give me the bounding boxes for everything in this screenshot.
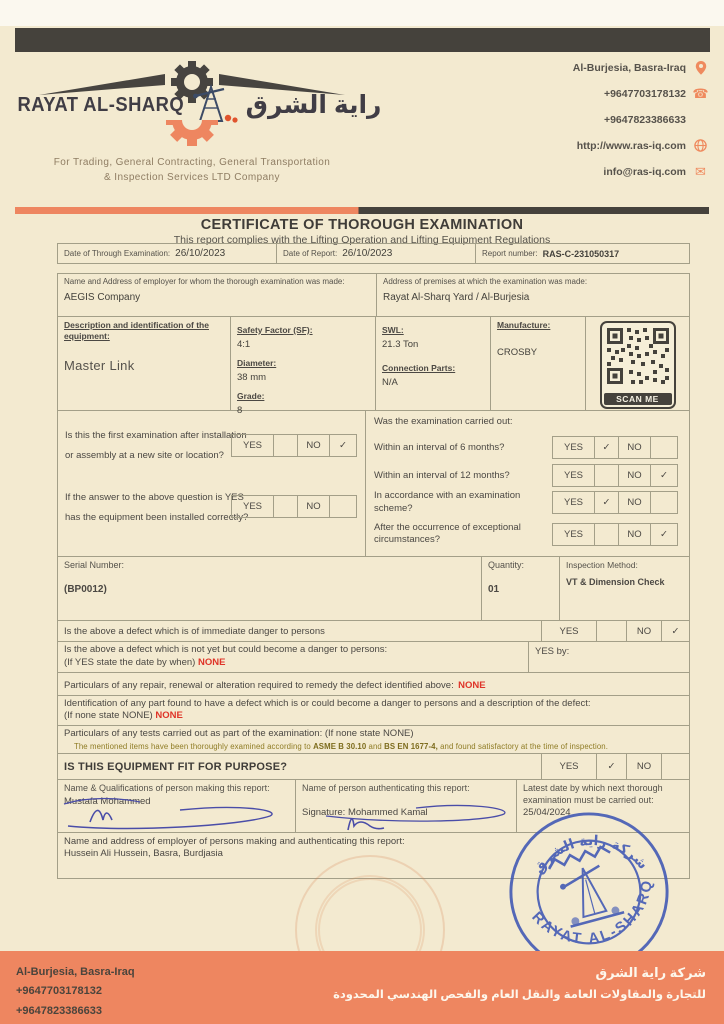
certificate-title: CERTIFICATE OF THOROUGH EXAMINATION xyxy=(200,217,524,233)
exam-date-value: 26/10/2023 xyxy=(175,248,226,259)
question-6-months-text: Within an interval of 6 months? xyxy=(374,441,505,453)
tests-row xyxy=(58,726,689,754)
inspection-method-cell xyxy=(560,557,689,620)
swl-label: SWL: xyxy=(382,325,404,335)
premises-value: Rayat Al-Sharq Yard / Al-Burjesia xyxy=(383,292,530,304)
yes-checkbox[interactable] xyxy=(596,621,626,641)
report-maker-label: Name & Qualifications of person making this report: xyxy=(64,783,270,794)
serial-number-value: (BP0012) xyxy=(64,583,107,595)
no-checkbox[interactable]: ✓ xyxy=(661,621,689,641)
swl-value: 21.3 Ton xyxy=(382,339,419,350)
tests-note-standard2: BS EN 1677-4, xyxy=(384,742,438,752)
equipment-description-label: Description and identification of the equipment: xyxy=(64,320,209,342)
report-date-cell xyxy=(277,244,476,263)
manufacture-value: CROSBY xyxy=(497,347,538,359)
svg-text:RAYAT AL-SHARQ xyxy=(525,874,669,963)
next-exam-date: 25/04/2024 xyxy=(523,807,571,819)
employer-value: AEGIS Company xyxy=(64,292,141,304)
yes-label: YES xyxy=(541,754,596,779)
connection-parts-value: N/A xyxy=(382,377,398,388)
question-6-months-grid xyxy=(552,436,678,459)
yes-checkbox[interactable] xyxy=(274,496,298,517)
qr-code xyxy=(600,321,676,409)
footer-arabic-block xyxy=(333,951,724,1024)
tests-note-part3: and found satisfactory at the time of inspection. xyxy=(437,742,608,752)
contact-address-text: Al-Burjesia, Basra-Iraq xyxy=(572,61,686,74)
question-6-months xyxy=(372,436,683,459)
employer-of-persons-label: Name and address of employer of persons making and authenticating this report: xyxy=(64,836,405,848)
stamp-latin-text: RAYAT AL-SHARQ xyxy=(528,877,657,948)
header xyxy=(0,54,724,206)
stamp-arabic-text: شركة راية الشرق xyxy=(530,833,651,878)
employer-of-persons-value: Hussein Ali Hussein, Basra, Burdjasia xyxy=(64,848,223,860)
tagline-line2: & Inspection Services LTD Company xyxy=(104,171,280,183)
signatures-row xyxy=(58,780,689,833)
yes-checkbox[interactable] xyxy=(595,465,619,486)
repair-answer: NONE xyxy=(458,679,486,691)
footer-arabic-line2: للتجارة والمقاولات العامة والنقل العام والفحص الهندسي المحدودة xyxy=(333,989,706,1001)
footer-arabic-line1: شركة راية الشرق xyxy=(595,965,706,980)
yes-checkbox[interactable]: ✓ xyxy=(596,754,626,779)
scan-top-margin xyxy=(0,0,724,26)
tests-note-part2: and xyxy=(366,742,385,752)
safety-factor-label: Safety Factor (SF): xyxy=(237,325,313,335)
identification-answer: NONE xyxy=(155,710,183,722)
serial-number-cell xyxy=(58,557,482,620)
report-authenticator-label: Name of person authenticating this report: xyxy=(302,783,470,794)
contact-phone2-text: +9647823386633 xyxy=(603,113,686,126)
could-become-danger-text-cell xyxy=(58,642,529,672)
question-exceptional-grid xyxy=(552,523,678,546)
company-name-arabic: راية الشرق xyxy=(245,91,382,119)
identification-line2 xyxy=(64,710,683,723)
certificate-table xyxy=(57,273,690,879)
could-become-line2 xyxy=(64,657,522,670)
no-label: NO xyxy=(619,465,651,486)
no-label: NO xyxy=(298,435,330,456)
report-date-value: 26/10/2023 xyxy=(342,248,393,259)
no-label: NO xyxy=(619,524,651,545)
no-checkbox[interactable]: ✓ xyxy=(660,470,668,482)
fit-for-purpose-row xyxy=(58,754,689,780)
yes-label: YES xyxy=(541,621,596,641)
question-first-exam-text: Is this the first examination after installation or assembly at a new site or location? xyxy=(65,430,247,461)
diameter-value: 38 mm xyxy=(237,372,267,383)
yes-label: YES xyxy=(232,435,274,456)
exam-date-cell xyxy=(58,244,277,263)
footer-contact-block xyxy=(0,951,135,1024)
top-dark-bar xyxy=(15,28,710,52)
blank-icon-slot xyxy=(693,112,708,127)
contact-email[interactable] xyxy=(498,164,708,179)
identification-line2-prefix: (If none state NONE) xyxy=(64,710,153,722)
no-label: NO xyxy=(626,621,661,641)
globe-icon xyxy=(693,138,708,153)
question-exceptional xyxy=(372,522,683,547)
premises-label: Address of premises at which the examination was made: xyxy=(383,277,588,286)
yes-label: YES xyxy=(232,496,274,517)
gear-bottom-icon xyxy=(127,120,257,148)
yes-by-cell xyxy=(529,642,689,672)
grade-value: 8 xyxy=(237,405,243,416)
manufacture-cell xyxy=(491,317,586,410)
contact-phone2 xyxy=(498,112,708,127)
inspection-method-value: VT & Dimension Check xyxy=(566,577,665,588)
report-date-label: Date of Report: xyxy=(283,249,338,258)
questions-right-cell xyxy=(366,411,689,556)
footer-phone1: +9647703178132 xyxy=(16,985,102,998)
report-maker-cell xyxy=(58,780,296,832)
company-tagline xyxy=(54,156,330,185)
question-exceptional-text: After the occurrence of exceptional circumstances? xyxy=(374,522,521,546)
footer xyxy=(0,951,724,1024)
yes-checkbox[interactable]: ✓ xyxy=(595,437,619,458)
equipment-description-cell xyxy=(58,317,231,410)
title-block xyxy=(0,217,724,246)
tagline-line1: For Trading, General Contracting, General Transportation xyxy=(53,157,331,168)
contact-phone1 xyxy=(498,86,708,101)
report-maker-name: Mustafa Mohammed xyxy=(64,795,151,807)
footer-address: Al-Burjesia, Basra-Iraq xyxy=(16,966,135,978)
question-exam-scheme xyxy=(372,490,683,515)
serial-number-label: Serial Number: xyxy=(64,560,125,570)
yes-checkbox[interactable] xyxy=(274,435,298,456)
diameter-label: Diameter: xyxy=(237,358,277,368)
no-checkbox[interactable] xyxy=(661,754,689,779)
could-become-line1: Is the above a defect which is not yet but could become a danger to persons: xyxy=(64,644,388,655)
no-label: NO xyxy=(626,754,661,779)
contact-address xyxy=(498,60,708,75)
question-first-exam xyxy=(65,425,250,464)
yes-label: YES xyxy=(553,437,595,458)
exam-date-label: Date of Through Examination: xyxy=(64,249,171,258)
question-installed-correctly-text: If the answer to the above question is YES has the equipment been installed correctly? xyxy=(65,492,249,523)
question-first-exam-grid xyxy=(231,434,357,457)
tests-text: Particulars of any tests carried out as part of the examination: (If none state NONE) xyxy=(64,728,414,740)
contact-website-text[interactable]: http://www.ras-iq.com xyxy=(576,139,686,152)
grade-label: Grade: xyxy=(237,391,265,401)
scan-me-label: SCAN ME xyxy=(604,393,672,405)
tests-note-part1: The mentioned items have been thoroughly examined according to xyxy=(74,742,314,752)
next-exam-cell xyxy=(517,780,689,832)
could-become-answer: NONE xyxy=(197,656,226,668)
question-exam-scheme-text: In accordance with an examination scheme? xyxy=(374,490,521,514)
inspection-method-label: Inspection Method: xyxy=(566,560,638,570)
contact-phone1-text: +9647703178132 xyxy=(603,87,686,100)
no-label: NO xyxy=(619,437,651,458)
identification-row xyxy=(58,696,689,727)
no-checkbox[interactable]: ✓ xyxy=(339,440,347,451)
footer-phone2: +9647823386633 xyxy=(16,1004,102,1017)
could-become-line2-prefix: (If YES state the date by when) xyxy=(64,656,196,668)
no-checkbox[interactable] xyxy=(651,437,677,458)
no-checkbox[interactable] xyxy=(330,496,356,517)
question-installed-correctly xyxy=(65,487,250,526)
fit-for-purpose-question: IS THIS EQUIPMENT FIT FOR PURPOSE? xyxy=(64,760,288,773)
employer-label: Name and Address of employer for whom the thorough examination was made: xyxy=(64,277,345,286)
identification-line1: Identification of any part found to have a defect which is or could become a danger to persons and a description of the defect: xyxy=(64,697,591,709)
parties-row xyxy=(58,274,689,317)
swl-cell xyxy=(376,317,491,410)
equipment-description-value: Master Link xyxy=(64,358,135,374)
quantity-cell xyxy=(482,557,560,620)
fit-for-purpose-grid xyxy=(541,754,689,779)
date-strip xyxy=(57,243,690,264)
equipment-row xyxy=(58,317,689,416)
safety-factor-value: 4:1 xyxy=(237,339,251,350)
premises-cell xyxy=(377,274,689,316)
no-label: NO xyxy=(298,496,330,517)
yes-label: YES xyxy=(553,524,595,545)
envelope-icon: ✉ xyxy=(695,163,706,179)
report-number-cell xyxy=(476,244,689,263)
employer-cell xyxy=(58,274,377,316)
report-authenticator-value: Signature: Mohammed Kamal xyxy=(302,806,428,818)
quantity-label: Quantity: xyxy=(488,560,525,570)
repair-text: Particulars of any repair, renewal or alteration required to remedy the defect identified above: xyxy=(64,679,454,691)
question-12-months-grid xyxy=(552,464,678,487)
no-label: NO xyxy=(619,492,651,513)
question-installed-correctly-grid xyxy=(231,495,357,518)
report-authenticator-cell xyxy=(296,780,517,832)
location-pin-icon xyxy=(693,60,708,75)
connection-parts-label: Connection Parts: xyxy=(382,363,456,373)
safety-factor-cell xyxy=(231,317,376,416)
manufacture-label: Manufacture: xyxy=(497,320,551,330)
immediate-danger-row xyxy=(58,621,689,642)
certificate-subtitle: This report complies with the Lifting Operation and Lifting Equipment Regulations xyxy=(173,234,551,246)
phone-icon: ☎ xyxy=(692,85,709,101)
contact-email-text[interactable]: info@ras-iq.com xyxy=(603,165,686,178)
company-name-latin: RAYAT AL-SHARQ xyxy=(17,93,184,116)
qr-pattern-icon xyxy=(605,326,671,386)
no-checkbox[interactable]: ✓ xyxy=(660,528,668,540)
could-become-danger-row xyxy=(58,642,689,673)
next-exam-label: Latest date by which next thorough examination must be carried out: xyxy=(523,783,663,805)
tests-note xyxy=(64,742,683,751)
yes-label: YES xyxy=(553,465,595,486)
questions-left-cell xyxy=(58,411,366,556)
quantity-value: 01 xyxy=(488,583,500,595)
yes-label: YES xyxy=(553,492,595,513)
immediate-danger-grid xyxy=(541,621,689,641)
serial-row xyxy=(58,557,689,621)
questions-row xyxy=(58,411,689,557)
repair-row xyxy=(58,673,689,696)
no-checkbox[interactable] xyxy=(651,492,677,513)
carried-out-heading: Was the examination carried out: xyxy=(374,416,513,427)
question-12-months xyxy=(372,464,683,487)
yes-checkbox[interactable]: ✓ xyxy=(595,492,619,513)
tests-note-standard1: ASME B 30.10 xyxy=(313,742,367,752)
yes-by-label: YES by: xyxy=(535,646,570,657)
question-12-months-text: Within an interval of 12 months? xyxy=(374,469,510,481)
qr-cell xyxy=(586,317,689,410)
employer-of-persons-row xyxy=(58,833,689,878)
yes-checkbox[interactable] xyxy=(595,524,619,545)
report-number-label: Report number: xyxy=(482,249,538,258)
immediate-danger-text: Is the above a defect which is of immediate danger to persons xyxy=(64,625,325,637)
company-logo xyxy=(12,54,382,185)
two-tone-divider xyxy=(15,207,709,214)
contact-list xyxy=(498,60,708,179)
report-number-value: RAS-C-231050317 xyxy=(542,248,620,259)
question-exam-scheme-grid xyxy=(552,491,678,514)
contact-website[interactable] xyxy=(498,138,708,153)
